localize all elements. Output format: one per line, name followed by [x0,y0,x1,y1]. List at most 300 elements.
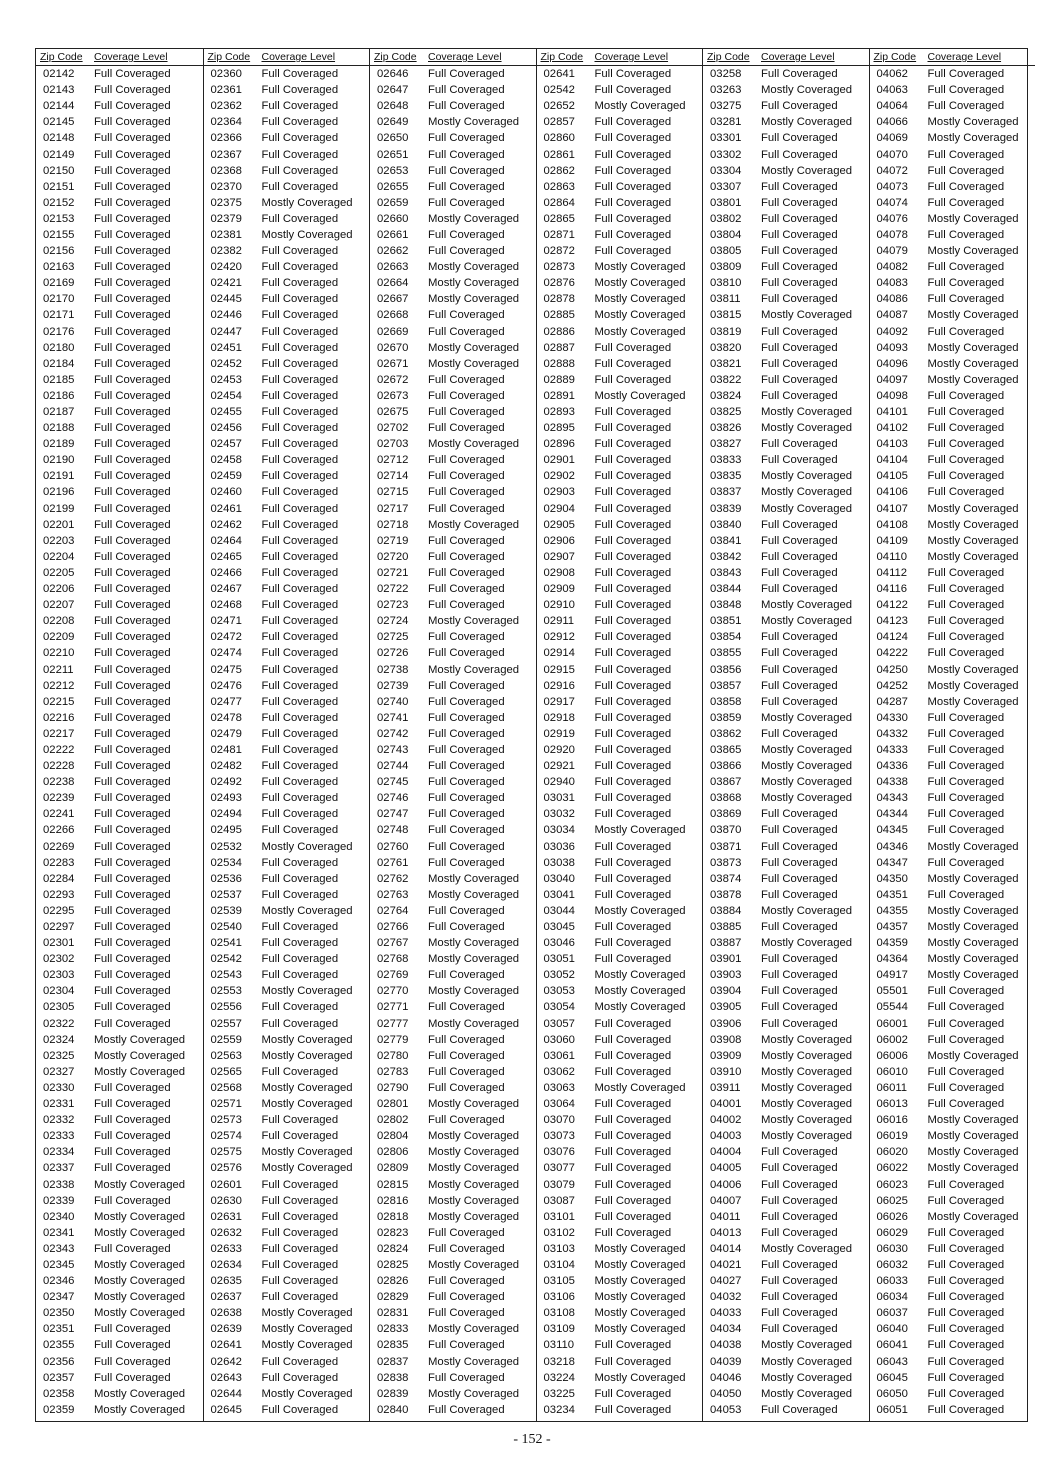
table-row [370,340,536,356]
coverage-level-cell: Full Coveraged [761,341,838,354]
zip-code-cell: 02641 [543,68,575,81]
zip-code-cell: 02462 [210,518,242,531]
coverage-level-cell: Full Coveraged [594,1210,672,1223]
coverage-level-cell: Full Coveraged [761,921,838,934]
table-row [370,694,536,710]
zip-code-cell: 03062 [543,1065,575,1078]
zip-code-cell: 04083 [876,277,908,290]
coverage-level-cell: Mostly Coveraged [428,1323,520,1336]
coverage-level-cell: Full Coveraged [94,1242,171,1255]
table-row [703,227,869,243]
coverage-level-cell: Full Coveraged [927,792,1005,805]
table-row [537,565,703,581]
coverage-level-cell: Mostly Coveraged [428,1210,520,1223]
table-row [370,1032,536,1048]
zip-code-cell: 03103 [543,1242,575,1255]
table-row [204,661,370,677]
zip-code-cell: 03819 [710,325,742,338]
coverage-level-cell: Mostly Coveraged [428,937,520,950]
zip-code-cell: 02635 [210,1275,242,1288]
table-row [204,484,370,500]
table-row [204,1176,370,1192]
zip-code-cell: 02301 [43,937,75,950]
zip-code-cell: 02816 [377,1194,409,1207]
coverage-level-cell: Mostly Coveraged [428,438,520,451]
coverage-level-cell: Mostly Coveraged [594,969,686,982]
table-row [370,1337,536,1353]
coverage-level-cell: Mostly Coveraged [94,1291,186,1304]
coverage-level-cell: Full Coveraged [761,68,838,81]
column-header [870,49,1036,66]
zip-code-cell: 03904 [710,985,742,998]
coverage-level-cell: Mostly Coveraged [761,792,853,805]
table-row [703,565,869,581]
table-row [703,1096,869,1112]
table-row [204,678,370,694]
coverage-level-cell: Mostly Coveraged [261,1033,353,1046]
table-row [204,82,370,98]
coverage-level-cell: Full Coveraged [428,1242,505,1255]
table-row [370,66,536,82]
coverage-level-cell: Mostly Coveraged [761,309,853,322]
zip-code-cell: 02156 [43,245,75,258]
zip-code-cell: 02871 [543,228,575,241]
table-row [537,629,703,645]
table-row [204,790,370,806]
coverage-level-cell: Full Coveraged [94,245,171,258]
table-row [703,935,869,951]
table-row [703,999,869,1015]
table-row [537,340,703,356]
coverage-level-cell: Mostly Coveraged [428,872,520,885]
coverage-level-cell: Mostly Coveraged [927,679,1019,692]
zip-code-cell: 02269 [43,840,75,853]
table-row [870,98,1036,114]
coverage-level-cell: Full Coveraged [927,1033,1005,1046]
coverage-level-cell: Full Coveraged [761,1403,838,1416]
zip-code-cell: 04350 [876,872,908,885]
table-row [204,243,370,259]
zip-code-cell: 06041 [876,1339,908,1352]
table-row [537,581,703,597]
table-row [370,1257,536,1273]
zip-code-cell: 03858 [710,695,742,708]
zip-code-cell: 02210 [43,647,75,660]
zip-code-cell: 02760 [377,840,409,853]
coverage-level-cell: Full Coveraged [927,1178,1005,1191]
table-row [537,1241,703,1257]
coverage-level-cell: Full Coveraged [761,389,838,402]
coverage-level-cell: Full Coveraged [594,808,672,821]
zip-code-cell: 02647 [377,84,409,97]
table-row [537,1370,703,1386]
coverage-level-cell: Full Coveraged [261,357,339,370]
table-row [870,130,1036,146]
coverage-level-cell: Mostly Coveraged [594,904,686,917]
coverage-level-cell: Full Coveraged [94,470,171,483]
table-row [870,1273,1036,1289]
zip-code-cell: 02893 [543,406,575,419]
coverage-level-cell: Full Coveraged [428,904,505,917]
coverage-level-cell: Full Coveraged [594,921,672,934]
table-row [703,1048,869,1064]
table-row [204,1160,370,1176]
coverage-level-cell: Full Coveraged [428,1291,505,1304]
table-row [36,227,203,243]
table-row [537,1273,703,1289]
coverage-level-cell: Full Coveraged [428,599,505,612]
table-row [36,340,203,356]
zip-code-cell: 03224 [543,1371,575,1384]
coverage-level-cell: Full Coveraged [94,148,171,161]
coverage-level-cell: Mostly Coveraged [927,518,1019,531]
coverage-level-cell: Full Coveraged [927,776,1005,789]
table-row [537,742,703,758]
zip-code-cell: 04069 [876,132,908,145]
coverage-level-cell: Full Coveraged [94,341,171,354]
table-row [870,1176,1036,1192]
coverage-level-cell: Full Coveraged [261,1178,339,1191]
coverage-level-cell: Full Coveraged [428,1403,505,1416]
coverage-level-cell: Full Coveraged [594,454,672,467]
table-row [703,726,869,742]
table-row [703,1016,869,1032]
coverage-level-cell: Full Coveraged [261,470,339,483]
table-row [537,1193,703,1209]
table-row [36,855,203,871]
zip-code-cell: 03867 [710,776,742,789]
coverage-level-cell: Full Coveraged [761,647,838,660]
table-row [537,1112,703,1128]
coverage-level-cell: Mostly Coveraged [927,357,1019,370]
zip-code-cell: 03822 [710,373,742,386]
zip-code-cell: 02149 [43,148,75,161]
table-row [36,243,203,259]
table-row [703,195,869,211]
zip-code-cell: 02717 [377,502,409,515]
table-column-6 [869,49,1036,1421]
table-row [870,694,1036,710]
coverage-level-cell: Full Coveraged [761,985,838,998]
coverage-level-cell: Full Coveraged [428,502,505,515]
zip-code-cell: 04343 [876,792,908,805]
coverage-level-cell: Mostly Coveraged [428,1355,520,1368]
coverage-level-cell: Full Coveraged [261,711,339,724]
coverage-level-cell: Full Coveraged [428,856,505,869]
zip-code-cell: 03911 [710,1081,741,1094]
coverage-level-cell: Mostly Coveraged [428,985,520,998]
table-row [370,259,536,275]
zip-code-cell: 03046 [543,937,575,950]
table-row [204,1080,370,1096]
table-row [703,919,869,935]
zip-code-cell: 02826 [377,1275,409,1288]
coverage-level-cell: Full Coveraged [94,357,171,370]
zip-code-cell: 02914 [543,647,575,660]
table-row [36,935,203,951]
table-row [870,227,1036,243]
zip-code-cell: 03848 [710,599,742,612]
coverage-level-cell: Full Coveraged [594,663,672,676]
coverage-level-cell: Full Coveraged [94,228,171,241]
table-row [537,259,703,275]
zip-code-cell: 04039 [710,1355,742,1368]
zip-code-cell: 02719 [377,534,409,547]
coverage-level-cell: Mostly Coveraged [428,953,520,966]
table-row [36,597,203,613]
zip-code-cell: 03887 [710,937,742,950]
table-row [370,758,536,774]
coverage-level-cell: Full Coveraged [927,180,1005,193]
coverage-level-cell: Mostly Coveraged [927,1210,1019,1223]
zip-code-cell: 02216 [43,711,75,724]
coverage-level-cell: Full Coveraged [594,583,672,596]
coverage-level-cell: Full Coveraged [761,566,838,579]
zip-code-cell: 04104 [876,454,908,467]
zip-code-cell: 04078 [876,228,908,241]
coverage-level-cell: Mostly Coveraged [261,228,353,241]
zip-code-cell: 02865 [543,212,575,225]
coverage-level-cell: Mostly Coveraged [761,615,853,628]
coverage-level-cell: Full Coveraged [261,776,339,789]
zip-code-cell: 06030 [876,1242,908,1255]
table-row [703,163,869,179]
table-row [36,1112,203,1128]
coverage-level-cell: Full Coveraged [428,969,505,982]
zip-code-cell: 02742 [377,727,409,740]
zip-code-cell: 04250 [876,663,908,676]
zip-code-cell: 02465 [210,550,242,563]
coverage-level-cell: Full Coveraged [261,1226,339,1239]
zip-code-cell: 02222 [43,743,75,756]
coverage-level-cell: Full Coveraged [261,663,339,676]
zip-code-cell: 02702 [377,422,409,435]
table-row [703,307,869,323]
zip-code-cell: 02712 [377,454,409,467]
coverage-level-cell: Mostly Coveraged [428,1017,520,1030]
zip-code-cell: 04070 [876,148,908,161]
zip-code-cell: 03060 [543,1033,575,1046]
zip-code-cell: 02345 [43,1258,75,1271]
coverage-level-cell: Full Coveraged [927,1323,1005,1336]
coverage-level-cell: Mostly Coveraged [94,1275,186,1288]
coverage-level-cell: Full Coveraged [927,856,1005,869]
coverage-level-cell: Mostly Coveraged [428,293,520,306]
table-row [870,372,1036,388]
coverage-level-cell: Full Coveraged [927,711,1005,724]
table-row [703,903,869,919]
table-row [36,436,203,452]
zip-code-cell: 02454 [210,389,242,402]
coverage-level-cell: Full Coveraged [94,180,171,193]
coverage-level-cell: Full Coveraged [594,1146,672,1159]
coverage-level-cell: Full Coveraged [94,695,171,708]
table-row [537,710,703,726]
zip-code-cell: 04034 [710,1323,742,1336]
table-row [870,951,1036,967]
coverage-level-cell: Full Coveraged [927,615,1005,628]
coverage-level-cell: Mostly Coveraged [594,309,686,322]
coverage-level-cell: Full Coveraged [927,1194,1005,1207]
zip-code-cell: 04103 [876,438,908,451]
zip-code-cell: 03054 [543,1001,575,1014]
table-row [36,1241,203,1257]
table-row [703,82,869,98]
table-row [537,822,703,838]
table-row [36,1337,203,1353]
table-row [703,98,869,114]
zip-code-cell: 02331 [43,1098,75,1111]
table-row [36,1032,203,1048]
coverage-level-cell: Full Coveraged [594,792,672,805]
table-row [36,291,203,307]
zip-code-cell: 04050 [710,1387,742,1400]
coverage-level-cell: Full Coveraged [94,969,171,982]
zip-code-cell: 04073 [876,180,908,193]
table-row [204,436,370,452]
coverage-level-cell: Full Coveraged [261,856,339,869]
coverage-level-cell: Full Coveraged [927,1403,1005,1416]
zip-code-cell: 02667 [377,293,409,306]
table-row [204,404,370,420]
table-row [370,243,536,259]
table-row [537,66,703,82]
table-row [370,983,536,999]
coverage-level-cell: Mostly Coveraged [594,1307,686,1320]
coverage-level-cell: Full Coveraged [594,615,672,628]
coverage-level-cell: Full Coveraged [594,1355,672,1368]
zip-code-cell: 02904 [543,502,575,515]
coverage-level-cell: Full Coveraged [261,953,339,966]
table-row [36,726,203,742]
zip-code-cell: 02910 [543,599,575,612]
coverage-level-cell: Full Coveraged [761,261,838,274]
coverage-level-cell: Full Coveraged [94,373,171,386]
table-row [204,839,370,855]
table-row [204,1144,370,1160]
table-row [370,1128,536,1144]
table-row [537,1176,703,1192]
coverage-level-cell: Full Coveraged [261,1355,339,1368]
table-row [703,517,869,533]
zip-code-cell: 06001 [876,1017,908,1030]
table-row [703,1386,869,1402]
zip-code-cell: 02649 [377,116,409,129]
table-row [703,179,869,195]
table-row [870,1080,1036,1096]
table-row [36,1096,203,1112]
zip-code-cell: 02718 [377,518,409,531]
coverage-level-cell: Mostly Coveraged [94,1403,186,1416]
zip-code-cell: 03077 [543,1162,575,1175]
zip-code-cell: 02203 [43,534,75,547]
coverage-level-cell: Mostly Coveraged [261,1387,353,1400]
zip-code-cell: 02833 [377,1323,409,1336]
coverage-level-cell: Mostly Coveraged [261,1098,353,1111]
table-row [370,1144,536,1160]
coverage-level-cell: Full Coveraged [261,502,339,515]
coverage-level-cell: Full Coveraged [761,196,838,209]
coverage-level-cell: Full Coveraged [94,277,171,290]
zip-code-cell: 02362 [210,100,242,113]
table-row [370,790,536,806]
table-row [36,983,203,999]
coverage-level-cell: Mostly Coveraged [261,196,353,209]
table-row [870,259,1036,275]
table-row [36,999,203,1015]
zip-code-cell: 04066 [876,116,908,129]
table-row [537,1305,703,1321]
zip-code-cell: 04106 [876,486,908,499]
coverage-level-cell: Full Coveraged [428,711,505,724]
table-row [703,1080,869,1096]
zip-code-cell: 03263 [710,84,742,97]
table-row [870,1225,1036,1241]
table-row [370,517,536,533]
coverage-level-cell: Full Coveraged [761,1017,838,1030]
table-row [537,999,703,1015]
table-row [537,1257,703,1273]
table-row [370,1402,536,1418]
coverage-level-cell: Full Coveraged [94,116,171,129]
table-row [204,1128,370,1144]
table-row [36,903,203,919]
table-row [537,1080,703,1096]
zip-code-cell: 04092 [876,325,908,338]
zip-code-cell: 02209 [43,631,75,644]
coverage-level-cell: Mostly Coveraged [927,695,1019,708]
coverage-level-cell: Mostly Coveraged [594,325,686,338]
coverage-level-cell: Full Coveraged [94,792,171,805]
zip-code-cell: 02638 [210,1307,242,1320]
coverage-level-cell: Full Coveraged [94,566,171,579]
zip-code-cell: 02457 [210,438,242,451]
table-row [204,967,370,983]
zip-code-cell: 02553 [210,985,242,998]
table-row [703,1112,869,1128]
coverage-level-cell: Full Coveraged [428,824,505,837]
zip-code-cell: 04332 [876,727,908,740]
zip-code-cell: 02360 [210,68,242,81]
zip-code-cell: 02458 [210,454,242,467]
zip-code-cell: 04252 [876,679,908,692]
table-row [703,1370,869,1386]
table-row [870,790,1036,806]
coverage-level-cell: Full Coveraged [94,1355,171,1368]
table-row [204,340,370,356]
table-row [36,179,203,195]
coverage-level-cell: Mostly Coveraged [594,1258,686,1271]
zip-code-cell: 02873 [543,261,575,274]
coverage-level-cell: Full Coveraged [94,760,171,773]
zip-code-cell: 06023 [876,1178,908,1191]
zip-code-cell: 02663 [377,261,409,274]
table-row [370,1225,536,1241]
zip-code-cell: 03101 [543,1210,575,1223]
zip-code-cell: 06020 [876,1146,908,1159]
table-row [870,307,1036,323]
table-row [537,195,703,211]
zip-code-cell: 02382 [210,245,242,258]
coverage-level-cell: Mostly Coveraged [594,1291,686,1304]
coverage-level-cell: Mostly Coveraged [761,502,853,515]
coverage-level-cell: Full Coveraged [927,888,1005,901]
coverage-level-cell: Full Coveraged [261,518,339,531]
coverage-level-cell: Full Coveraged [94,615,171,628]
table-row [537,1354,703,1370]
table-row [36,661,203,677]
table-row [870,742,1036,758]
